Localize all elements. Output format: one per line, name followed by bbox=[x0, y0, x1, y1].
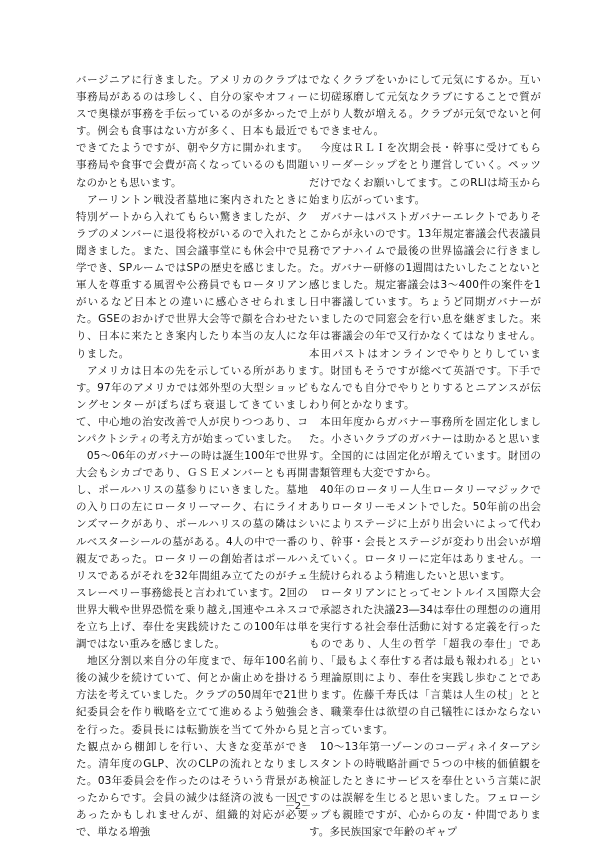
body-paragraph: ガバナーはパストガバナーエレクトでありそこからが永いのです。13年規定審議会代表議員務でアナハイムで最後の世界協議会に行きました。ガバナー研修の1週間はたいしたことないと感じました。規定審議会は3～400件の案件を1日中審議しています。ちょうど同期ガバナーがいましたので同窓会を行い息を継ぎました。来年は審議会の年で又行かなくてはなりません。本田パストはオンラインでやりとりしています。財団もそうですが総べて英語です。下手でもなんでも自分でやりとりするとニアンスが伝わり何とかなります。 bbox=[309, 210, 541, 411]
body-paragraph: でなくクラブをいかにして元気にするか。互いに切磋琢磨して元気なクラブにすることで質が上がり人数が増える。クラブが元気でないと何もできません。 bbox=[309, 74, 541, 138]
body-paragraph: 10～13年第一ゾーンのコーディネイターアシスタントの時戦略計画で５つの中核的価値観を検証したときにサービスを奉仕という言葉に訳すのは誤解を生じると思いました。フェローシップも親睦ですが、心からの友・仲間であります。多民族国家で年齢のギャプ bbox=[309, 740, 541, 839]
body-paragraph: バージニアに行きました。アメリカのクラブは事務局があるのは珍しく、自分の家やオフィースで奥様が事務を手伝っているのが多かったです。例会も食事はない方が多く、日本も最近でできてたようですが、朝や夕方に開かれます。事務局や食事で会費が高くなっているのも問題なのかとも思います。 bbox=[76, 74, 308, 189]
body-paragraph: ロータリアンにとってセントルイス国際大会で承認された決議23―34は奉仕の理想のの適用を実行する社会奉仕活動に対する定義を行ったものであり、人生の哲学「超我の奉仕」であり、「最もよく奉仕する者は最も報われる」という理論原則により、奉仕を実践し歩むことであります。佐藤千寿氏は「言葉は人生の杖」ととき、職業奉仕は欲望の自己犠牲にほかならないと言っています。 bbox=[309, 586, 541, 736]
body-paragraph: 40年のロータリー人生ロータリーマジックでありロータリーモメントでした。50年前の出会いによりステージに上がり出会いによって代わり、幹事・会長とステージが変わり出会いが増えていく。ロータリーに定年はありません。一生続けられるよう精進したいと思います。 bbox=[309, 484, 541, 582]
body-paragraph: 本田年度からガバナー事務所を固定化しました。小さいクラブのガバナーは助かると思います。全国的には固定化が増えています。財団の書類管理も大変ですから。 bbox=[309, 415, 541, 480]
right-text-column bbox=[309, 72, 541, 841]
body-paragraph: 05～06年のガバナーの時は誕生100年で世界大会もシカゴであり、ＧＳＥメンバーとも再開し、ポールハリスの墓参りにいきました。墓地の入り口の左にロータリーマーク、右にライオンズマークがあり、ポールハリスの墓の隣はシルベスターシールの墓がある。4人の中で一番の親友であった。ロータリーの創始者はポールハリスであるがそれを32年間組み立てたのがチェスレーペリー事務総長と言われています。2回の世界大戦や世界恐慌を乗り越え,国連やユネスコを立ち上げ、奉仕を実践続けたこの100年は単調ではない重みを感じました。 bbox=[76, 450, 308, 651]
body-paragraph: 今度はＲＬＩを次期会長・幹事に受けてもらいリーダーシップをとり運営していく。ペッツだけでなくお願いしてます。このRLIは埼玉から始まり広がっています。 bbox=[309, 142, 541, 206]
body-paragraph: アーリントン戦没者墓地に案内されたときに特別ゲートから入れてもらい驚きましたが、クラブのメンバーに退役将校がいるので入れたと聞きました。また、国会議事堂にも休会中で見学でき、SPルームではSPの歴史を感じました。軍人を尊重する風習や公務員でもロータリアンがいるなど日本との違いに感心させられました。GSEのおかげで世界大会等で顔を合わせたり、日本に来たとき案内したり本当の友人になりました。 bbox=[76, 193, 308, 360]
body-paragraph: 地区分割以来自分の年度まで、毎年100名前後の減少を続けていて、何とか歯止めを掛ける方法を考えていました。クラブの50周年で21世紀委員会を作り戦略を立てて進めるよう勉強会を行った。委員長には転勤族を当てて外から見た観点から棚卸しを行い、大きな変革ができた。清年度のGLP、次のCLPの流れとなりました。03年委員会を作ったのはそういう背景があったからです。会員の減少は経済の波も一因であったかもしれませんが、組織的対応が必要で、単なる増強 bbox=[76, 655, 308, 839]
page-number: －2－ bbox=[284, 801, 312, 812]
body-paragraph: アメリカは日本の先を示している所があります。97年のアメリカでは郊外型の大型ショッピングセンターがぽちぽち衰退してきていまして、中心地の治安改善で人が戻りつつあり、コンパクトシティの考え方が始まっていました。 bbox=[76, 364, 308, 445]
left-text-column bbox=[76, 72, 308, 841]
